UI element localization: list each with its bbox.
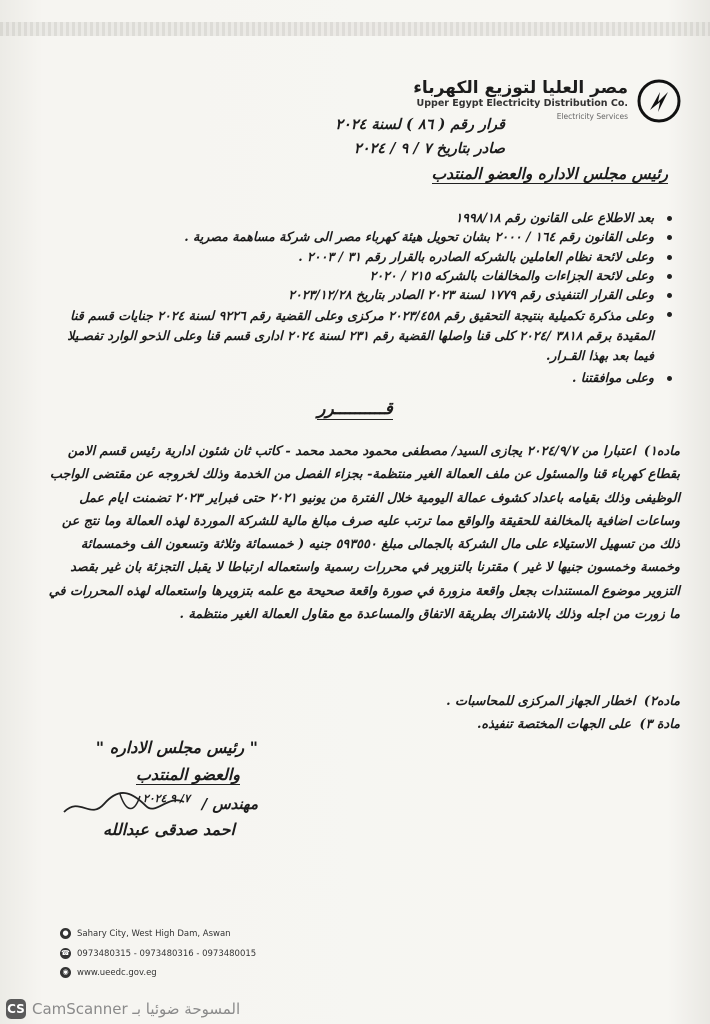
recital-item: بعد الاطلاع على القانون رقم ١٩٩٨/١٨ — [50, 210, 680, 226]
footer-address: ● Sahary City, West High Dam, Aswan — [60, 928, 231, 939]
recital-item: وعلى لائحة نظام العاملين بالشركه الصادره بالقرار رقم ٣١ / ٢٠٠٣ . — [50, 249, 680, 265]
signatory-name: احمد صدقى عبدالله — [102, 820, 235, 839]
camscanner-logo: CS — [6, 999, 26, 1019]
decree-issuer: رئيس مجلس الاداره والعضو المنتدب — [431, 164, 668, 183]
bullet-icon — [667, 216, 672, 221]
recital-item: وعلى موافقتنا . — [50, 370, 680, 386]
article-label: ماده٢) — [643, 694, 680, 709]
article-text: على الجهات المختصة تنفيذه. — [476, 717, 631, 732]
article-text: اخطار الجهاز المركزى للمحاسبات . — [446, 694, 636, 709]
decision-title: قــــــــــرر — [317, 399, 393, 419]
phone-icon: ☎ — [61, 949, 70, 957]
bullet-icon — [667, 235, 672, 240]
recital-item: وعلى القرار التنفيذى رقم ١٧٧٩ لسنة ٢٠٢٣ الصادر بتاريخ ٢٠٢٣/١٢/٢٨ — [50, 287, 680, 303]
article-2 — [40, 690, 680, 713]
bullet-icon — [667, 274, 672, 279]
article-3 — [40, 713, 680, 736]
article-label: مادة ٣) — [639, 717, 680, 732]
company-subtitle: Electricity Services — [556, 112, 628, 121]
article-label: ماده١) — [643, 444, 680, 459]
recital-item: وعلى لائحة الجزاءات والمخالفات بالشركه ٢١٥ / ٢٠٢٠ — [50, 268, 680, 284]
bullet-icon — [667, 376, 672, 381]
decree-number: قرار رقم ( ٨٦ ) لسنة ٢٠٢٤ — [335, 116, 505, 133]
recitals-list — [50, 210, 680, 389]
article-text: اعتبارا من ٢٠٢٤/٩/٧ يجازى السيد/ مصطفى محمود محمد محمد - كاتب ثان شئون ادارية رئيس قسم الامن بقطاع كهرباء قنا والمسئول عن ملف العمالة الغير منتظمة- بجزاء الفصل من الخدمة وذلك لخروجه عن مقتضى الواجب الوظيفى وذلك بقيامه باعداد كشوف عمالة اليومية خلال الفترة من يونيو ٢٠٢١ حتى فبراير ٢٠٢٣ تضمنت ايام عمل وساعات اضافية بالمخالفة للحقيقة والواقع مما ترتب عليه صرف مبالغ مالية للشركة الموردة لهذه العمالة وما نتج عن ذلك من تسهيل الاستيلاء على مال الشركة بالجمالى مبلغ ٥٩٣٥٥٠ جنيه ( خمسمائة وثلاثة وتسعون الف وخمسمائة وخمسة وخمسون جنيها لا غير ) مقترنا بالتزوير في محررات رسمية واستعماله ارتباطا لا يقبل التجزئة بان غير بقصد التزوير موضوع المستندات بجعل واقعة مزورة في صورة واقعة صحيحة مع علمه بتزويرها واستعماله لهذه المحررات في ما زورت من اجله وذلك بالاشتراك بطريقة الاتفاق والمساعدة مع مقاول العمالة الغير منتظمة . — [48, 444, 680, 623]
decree-date: صادر بتاريخ ٧ / ٩ / ٢٠٢٤ — [353, 140, 505, 157]
signature-subtitle: والعضو المنتدب — [135, 765, 240, 784]
bullet-icon — [667, 255, 672, 260]
lightning-bolt-logo — [636, 78, 682, 124]
recital-item: وعلى القانون رقم ١٦٤ / ٢٠٠٠ بشان تحويل هيئة كهرباء مصر الى شركة مساهمة مصرية . — [50, 229, 680, 245]
recital-item: وعلى مذكرة تكميلية بنتيجة التحقيق رقم ٢٠٢٣/٤٥٨ مركزى وعلى القضية رقم ٩٢٢٦ لسنة ٢٠٢٤ جنايات قسم قنا المقيدة برقم ٣٨١٨ /٢٠٢٤ كلى قنا واصلها القضية رقم ٢٣١ لسنة ٢٠٢٤ ادارى قسم قنا وعلى الذحو الوارد تفصـيلا فيما بعد بهذا القـرار. — [50, 306, 680, 366]
company-name-en: Upper Egypt Electricity Distribution Co. — [416, 98, 628, 109]
signature-title: " رئيس مجلس الاداره " — [95, 738, 258, 757]
company-name-ar: مصر العليا لتوزيع الكهرباء — [413, 78, 628, 98]
bullet-icon — [667, 312, 672, 317]
bullet-icon — [667, 293, 672, 298]
footer-website: ◉ www.ueedc.gov.eg — [60, 967, 157, 978]
globe-icon: ◉ — [60, 967, 71, 978]
engineer-label: مهندس / — [201, 795, 258, 813]
location-pin-icon: ● — [60, 928, 71, 939]
signature-date: ٧/ ٩ ٢٠٢٤ — [142, 792, 190, 805]
scan-edge-band — [0, 22, 710, 36]
camscanner-watermark — [0, 994, 300, 1024]
camscanner-text: CamScanner المسوحة ضوئيا بـ — [32, 1000, 241, 1018]
footer-phones: ☎ 0973480315 - 0973480316 - 0973480015 — [61, 948, 257, 959]
article-1 — [40, 440, 680, 626]
